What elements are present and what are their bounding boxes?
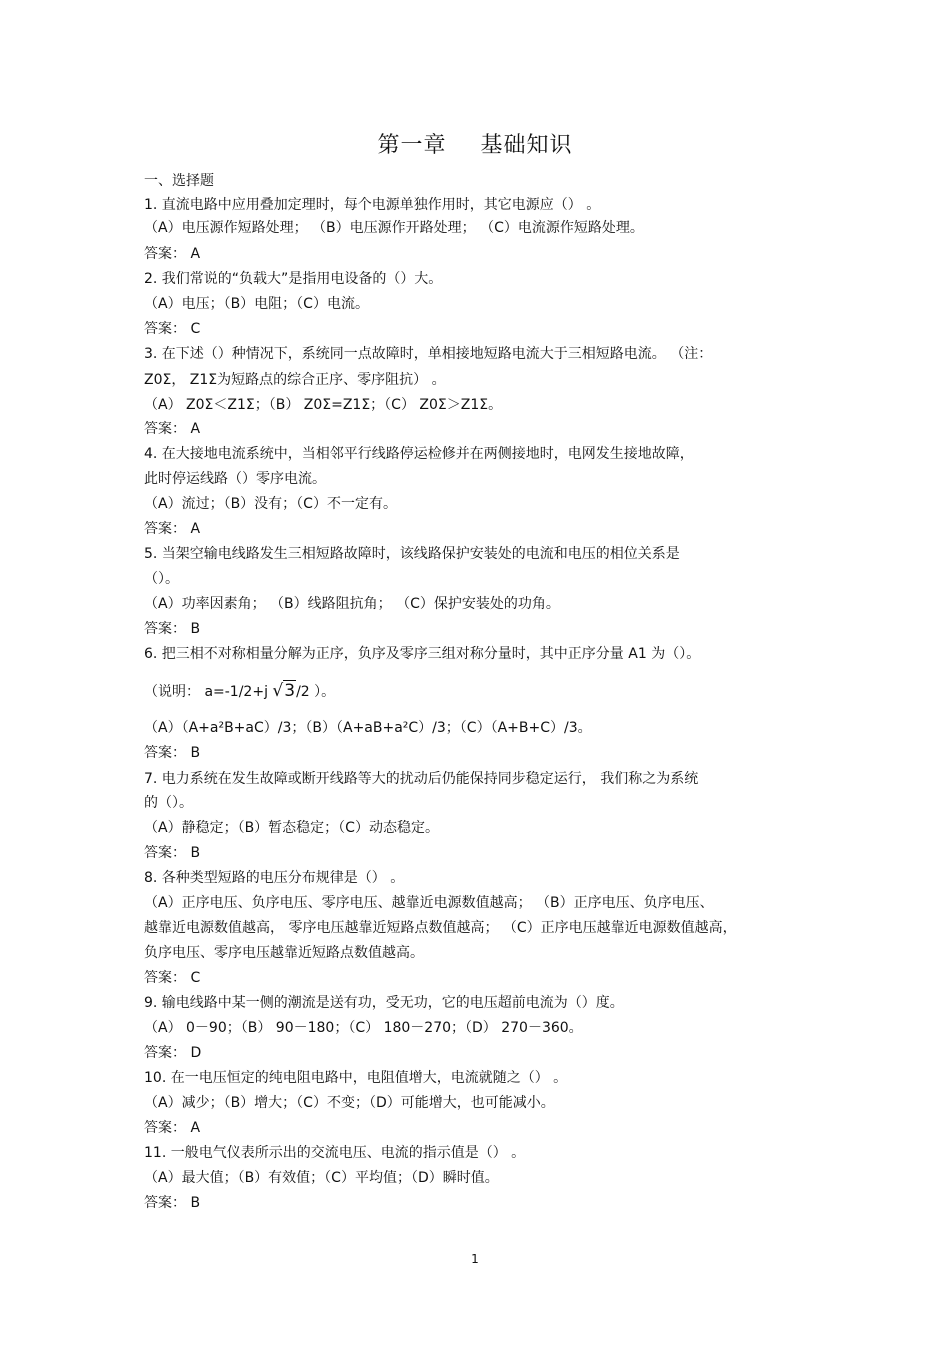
text-line: 4. 在大接地电流系统中，当相邻平行线路停运检修并在两侧接地时，电网发生接地故障，	[144, 446, 694, 462]
text-line: 答案： B	[144, 745, 201, 761]
text-line: 越靠近电源数值越高， 零序电压越靠近短路点数值越高； （C）正序电压越靠近电源数值越高，	[144, 920, 737, 936]
text-line: （A）流过；（B）没有；（C）不一定有。	[144, 496, 397, 512]
sqrt-radicand: 3	[284, 681, 296, 701]
text-line: 负序电压、零序电压越靠近短路点数值越高。	[144, 945, 424, 961]
text-line: （A）功率因素角； （B）线路阻抗角； （C）保护安装处的功角。	[144, 596, 560, 612]
text-line: 答案： A	[144, 246, 201, 262]
note-suffix: /2 ）。	[296, 684, 336, 700]
text-line: 答案： B	[144, 845, 201, 861]
text-line: 10. 在一电压恒定的纯电阻电路中，电阻值增大，电流就随之（） 。	[144, 1070, 568, 1086]
text-line: 2. 我们常说的“负载大”是指用电设备的（）大。	[144, 271, 443, 287]
text-line: 答案： C	[144, 321, 201, 337]
note-line	[144, 682, 814, 701]
note-prefix: （说明： a=-1/2+j	[144, 684, 273, 700]
text-line: （A）静稳定；（B）暂态稳定；（C）动态稳定。	[144, 820, 439, 836]
section-heading: 一、选择题	[144, 173, 214, 189]
text-line: （A）减少；（B）增大；（C）不变；（D）可能增大，也可能减小。	[144, 1095, 555, 1111]
text-line: 5. 当架空输电线路发生三相短路故障时，该线路保护安装处的电流和电压的相位关系是	[144, 546, 680, 562]
text-line: 3. 在下述（）种情况下，系统同一点故障时，单相接地短路电流大于三相短路电流。 （注：	[144, 346, 713, 362]
text-line: 9. 输电线路中某一侧的潮流是送有功，受无功，它的电压超前电流为（）度。	[144, 995, 624, 1011]
chapter-title-number: 第一章	[377, 133, 447, 158]
text-line: 答案： B	[144, 1195, 201, 1211]
text-line: 答案： A	[144, 421, 201, 437]
text-line: 6. 把三相不对称相量分解为正序，负序及零序三组对称分量时，其中正序分量 A1 为（）。	[144, 646, 701, 662]
text-line: （A）电压源作短路处理； （B）电压源作开路处理； （C）电流源作短路处理。	[144, 220, 644, 236]
text-line: 答案： A	[144, 521, 201, 537]
text-line: （A）（A+a²B+aC）/3；（B）（A+aB+a²C）/3；（C）（A+B+C）/3。	[144, 720, 592, 736]
text-line: 答案： A	[144, 1120, 201, 1136]
text-line: 此时停运线路（）零序电流。	[144, 471, 326, 487]
text-line: 11. 一般电气仪表所示出的交流电压、电流的指示值是（） 。	[144, 1145, 526, 1161]
text-line: 8. 各种类型短路的电压分布规律是（） 。	[144, 870, 405, 886]
text-line: 7. 电力系统在发生故障或断开线路等大的扰动后仍能保持同步稳定运行， 我们称之为系统	[144, 771, 699, 787]
text-line: 答案： C	[144, 970, 201, 986]
text-line: （A） 0－90；（B） 90－180；（C） 180－270；（D） 270－360。	[144, 1020, 583, 1036]
chapter-title	[0, 128, 950, 159]
text-line: （A）电压；（B）电阻；（C）电流。	[144, 296, 369, 312]
text-line: （A）正序电压、负序电压、零序电压、越靠近电源数值越高； （B）正序电压、负序电压、	[144, 895, 714, 911]
text-line: 的（）。	[144, 795, 193, 811]
text-line: 答案： B	[144, 621, 201, 637]
text-line: 1. 直流电路中应用叠加定理时，每个电源单独作用时，其它电源应（） 。	[144, 197, 601, 213]
chapter-title-name: 基础知识	[480, 133, 573, 158]
sqrt-symbol	[272, 680, 296, 701]
text-line: （A） Z0Σ＜Z1Σ；（B） Z0Σ=Z1Σ；（C） Z0Σ＞Z1Σ。	[144, 397, 503, 413]
sqrt-radical: √	[272, 681, 284, 701]
text-line: 答案： D	[144, 1045, 202, 1061]
text-line: （A）最大值；（B）有效值；（C）平均值；（D）瞬时值。	[144, 1170, 499, 1186]
page-number: 1	[471, 1252, 479, 1266]
text-line: Z0Σ， Z1Σ为短路点的综合正序、零序阻抗） 。	[144, 372, 446, 388]
text-line: （）。	[144, 571, 179, 587]
